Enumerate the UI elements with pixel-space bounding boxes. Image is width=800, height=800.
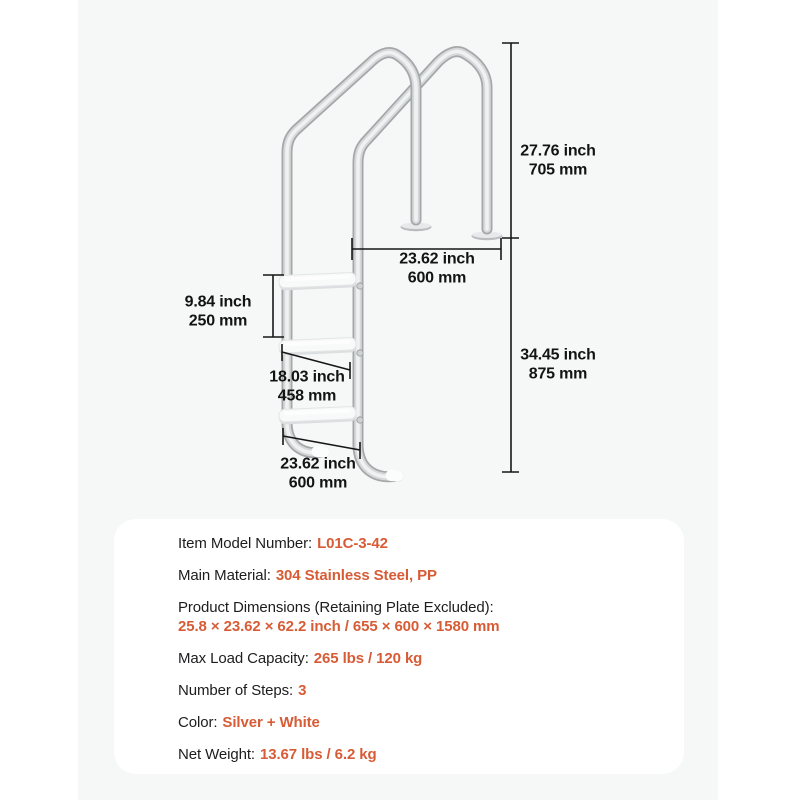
spec-item-steps	[178, 681, 656, 700]
spec-label: Max Load Capacity:	[178, 650, 309, 667]
dim-inch: 27.76 inch	[520, 142, 596, 160]
spec-item-material	[178, 566, 656, 585]
dim-label-handrail-height	[520, 142, 595, 179]
spec-item-product-dimensions	[178, 598, 656, 636]
spec-value: Silver + White	[222, 714, 320, 731]
step-1	[279, 272, 357, 290]
dim-mm: 600 mm	[288, 474, 348, 491]
back-foot-cap	[391, 476, 398, 477]
spec-item-max-load	[178, 649, 656, 668]
step-2	[279, 337, 357, 355]
dim-mm: 458 mm	[277, 387, 337, 404]
dim-inch: 34.45 inch	[520, 346, 596, 364]
spec-value: 13.67 lbs / 6.2 kg	[260, 746, 377, 763]
spec-value: L01C-3-42	[317, 535, 388, 552]
dim-mm: 250 mm	[188, 312, 248, 329]
spec-label: Color:	[178, 714, 218, 731]
spec-card	[114, 519, 684, 774]
spec-value: 304 Stainless Steel, PP	[275, 567, 437, 584]
spec-value: 3	[298, 682, 307, 699]
dim-mm: 875 mm	[528, 365, 588, 382]
spec-label: Item Model Number:	[178, 535, 313, 552]
front-foot-cap	[317, 452, 324, 453]
spec-label: Main Material:	[178, 567, 271, 584]
spec-value: 25.8 × 23.62 × 62.2 inch / 655 × 600 × 1580 mm	[178, 618, 500, 635]
dim-mm: 600 mm	[407, 269, 467, 286]
dim-inch: 9.84 inch	[184, 293, 252, 311]
dim-label-submerged-height	[520, 346, 595, 383]
spec-item-color	[178, 713, 656, 732]
dim-inch: 23.62 inch	[399, 250, 475, 268]
spec-value: 265 lbs / 120 kg	[313, 650, 423, 667]
spec-item-model-number	[178, 534, 656, 553]
dim-label-base-depth	[280, 455, 355, 492]
dim-inch: 23.62 inch	[280, 455, 356, 473]
spec-item-net-weight	[178, 745, 656, 764]
spec-label: Product Dimensions (Retaining Plate Excluded):	[178, 599, 494, 616]
step-3	[279, 406, 357, 424]
dim-label-step-spacing	[185, 293, 252, 330]
dim-label-step-width	[269, 368, 344, 405]
spec-label: Net Weight:	[178, 746, 255, 763]
dim-mm: 705 mm	[528, 161, 588, 178]
dim-inch: 18.03 inch	[269, 368, 345, 386]
spec-label: Number of Steps:	[178, 682, 294, 699]
dim-label-mount-spacing	[399, 250, 474, 287]
